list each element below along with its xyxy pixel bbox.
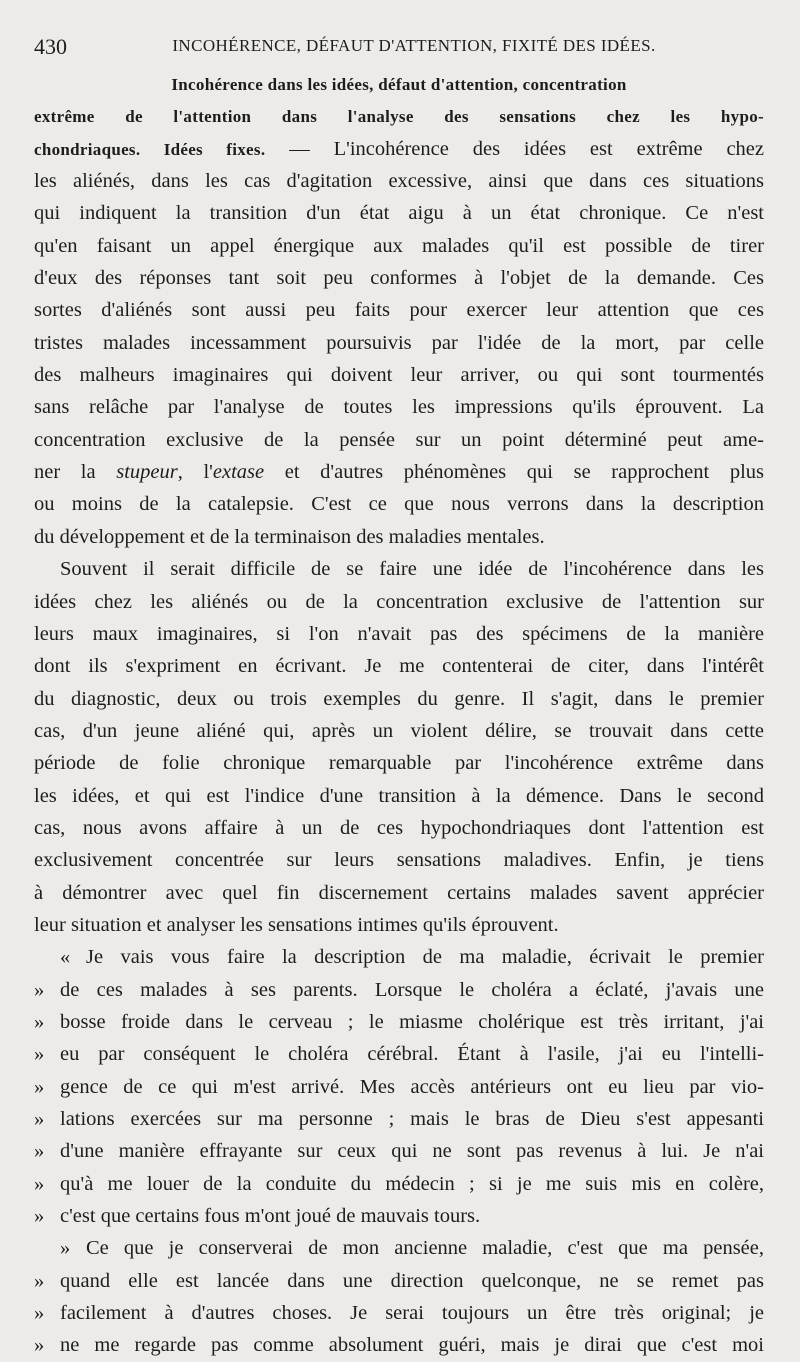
quote-line: » qu'à me louer de la conduite du médecin ; si je me suis mis en colère, [34, 1172, 764, 1195]
text-line: du développement et de la terminaison des maladies mentales. [34, 525, 545, 548]
section-heading-line: extrême de l'attention dans l'analyse des sensations chez les hypo- [34, 107, 764, 127]
text-line: sans relâche par l'analyse de toutes les impressions qu'ils éprouvent. La [34, 396, 764, 419]
text-line: à démontrer avec quel fin discernement certains malades savent apprécier [34, 881, 764, 904]
text-line: les aliénés, dans les cas d'agitation excessive, ainsi que dans ces situations [34, 170, 764, 193]
quote-line: » facilement à d'autres choses. Je serai toujours un être très original; je [34, 1302, 764, 1325]
quote-line: » gence de ce qui m'est arrivé. Mes accès antérieurs ont eu lieu par vio- [34, 1075, 764, 1098]
running-title: INCOHÉRENCE, DÉFAUT D'ATTENTION, FIXITÉ DES IDÉES. [172, 36, 656, 55]
page-number: 430 [34, 34, 67, 59]
text-line: exclusivement concentrée sur leurs sensations maladives. Enfin, je tiens [34, 849, 764, 872]
text-line: ou moins de la catalepsie. C'est ce que nous verrons dans la description [34, 493, 764, 516]
running-head [34, 34, 764, 58]
quote-line: » d'une manière effrayante sur ceux qui ne sont pas revenus à lui. Je n'ai [34, 1140, 764, 1163]
quote-line: » Ce que je conserverai de mon ancienne maladie, c'est que ma pensée, [60, 1237, 764, 1260]
section-heading-line: chondriaques. Idées fixes. — L'incohérence des idées est extrême chez [34, 137, 764, 160]
text-line: qui indiquent la transition d'un état aigu à un état chronique. Ce n'est [34, 202, 764, 225]
text-line: idées chez les aliénés ou de la concentration exclusive de l'attention sur [34, 590, 764, 613]
text-line: période de folie chronique remarquable par l'incohérence extrême dans [34, 752, 764, 775]
text-line: d'eux des réponses tant soit peu conformes à l'objet de la demande. Ces [34, 267, 764, 290]
quote-line: » quand elle est lancée dans une direction quelconque, ne se remet pas [34, 1269, 764, 1292]
quote-line: » lations exercées sur ma personne ; mais le bras de Dieu s'est appesanti [34, 1108, 764, 1130]
text-line: sortes d'aliénés sont aussi peu faits pour exercer leur attention que ces [34, 299, 764, 322]
quote-line: » c'est que certains fous m'ont joué de mauvais tours. [34, 1205, 481, 1228]
text-line: tristes malades incessamment poursuivis par l'idée de la mort, par celle [34, 331, 764, 354]
quote-line: » de ces malades à ses parents. Lorsque le choléra a éclaté, j'avais une [34, 978, 764, 1001]
text-line: cas, nous avons affaire à un de ces hypochondriaques dont l'attention est [34, 816, 764, 839]
text-line: ner la stupeur, l'extase et d'autres phénomènes qui se rapprochent plus [34, 461, 764, 484]
text-line: leurs maux imaginaires, si l'on n'avait pas des spécimens de la manière [34, 622, 764, 645]
text-line: cas, d'un jeune aliéné qui, après un violent délire, se trouvait dans cette [34, 719, 764, 742]
quote-line: » eu par conséquent le choléra cérébral. Étant à l'asile, j'ai eu l'intelli- [34, 1043, 764, 1066]
quote-line: » ne me regarde pas comme absolument guéri, mais je dirai que c'est moi [34, 1334, 764, 1357]
text-line: des malheurs imaginaires qui doivent leur arriver, ou qui sont tourmentés [34, 364, 764, 387]
text-line: Souvent il serait difficile de se faire une idée de l'incohérence dans les [60, 558, 764, 581]
text-line: qu'en faisant un appel énergique aux malades qu'il est possible de tirer [34, 234, 764, 257]
section-heading-line: Incohérence dans les idées, défaut d'attention, concentration [171, 75, 627, 94]
quote-line: « Je vais vous faire la description de ma maladie, écrivait le premier [60, 946, 764, 969]
text-line: dont ils s'expriment en écrivant. Je me contenterai de citer, dans l'intérêt [34, 655, 764, 678]
text-line: les idées, et qui est l'indice d'une transition à la démence. Dans le second [34, 784, 764, 807]
text-line: concentration exclusive de la pensée sur un point déterminé peut ame- [34, 428, 764, 451]
quote-line: » bosse froide dans le cerveau ; le miasme cholérique est très irritant, j'ai [34, 1010, 764, 1033]
text-line: du diagnostic, deux ou trois exemples du genre. Il s'agit, dans le premier [34, 687, 764, 710]
text-line: leur situation et analyser les sensations intimes qu'ils éprouvent. [34, 913, 559, 936]
body-text [34, 68, 764, 1362]
